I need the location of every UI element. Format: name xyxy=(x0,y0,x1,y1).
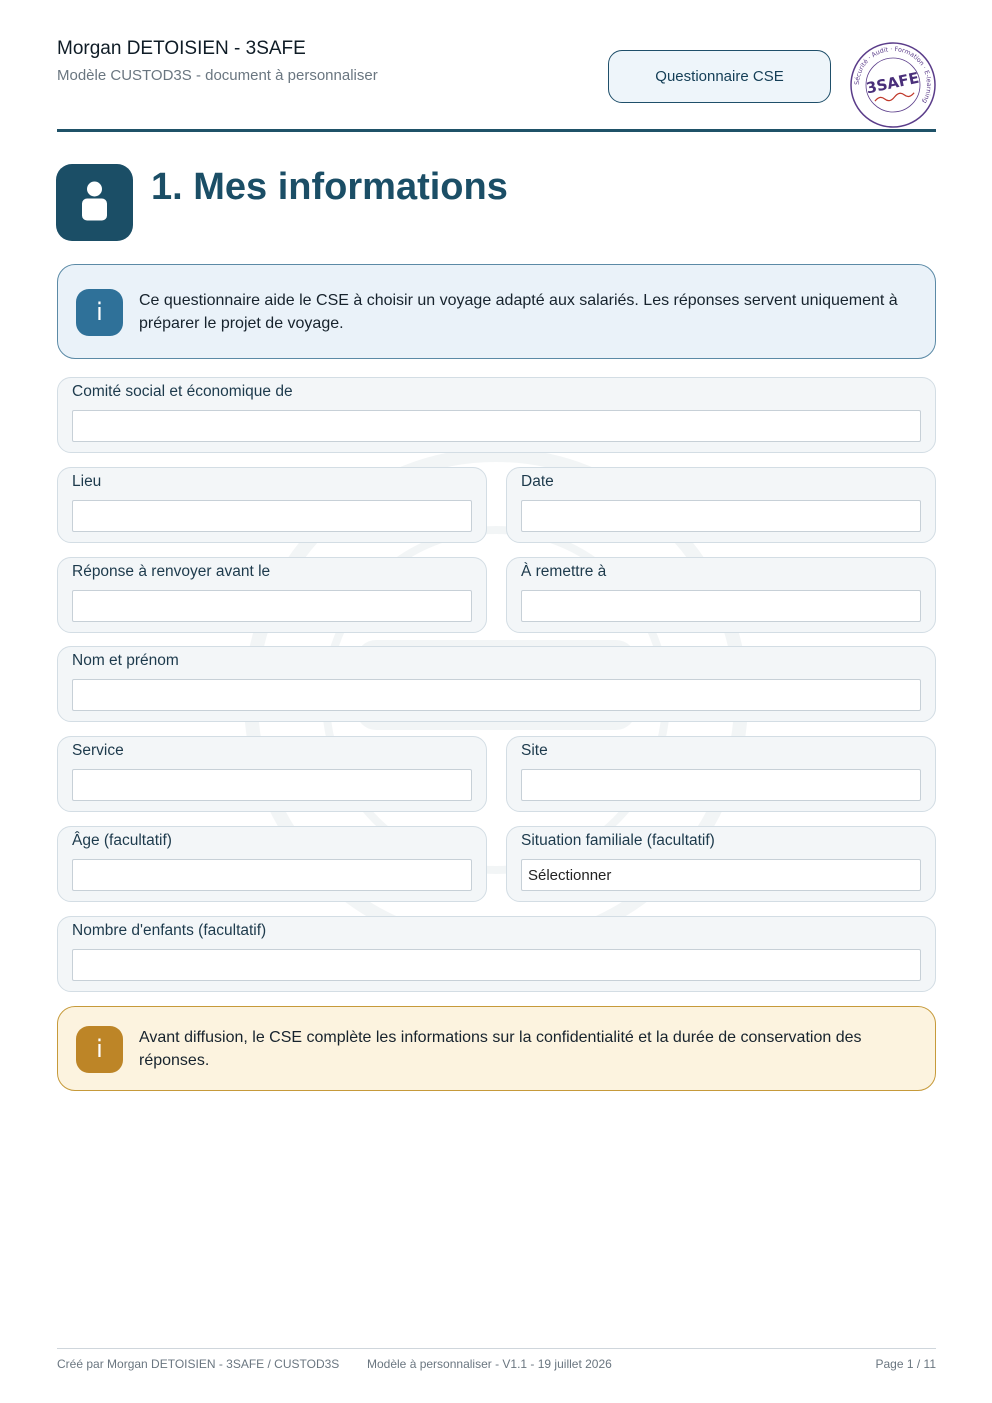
field-cse-label: Comité social et économique de xyxy=(72,383,293,400)
field-service xyxy=(57,736,487,812)
document-subtitle: Modèle CUSTOD3S - document à personnaliser xyxy=(57,67,378,84)
3safe-logo xyxy=(848,40,938,130)
info-callout-text: Ce questionnaire aide le CSE à choisir un voyage adapté aux salariés. Les réponses servent uniquement à préparer le projet de voyage. xyxy=(139,291,898,332)
nombre-enfants-input[interactable] xyxy=(72,949,921,981)
reponse-deadline-input[interactable] xyxy=(72,590,472,622)
field-enfants xyxy=(57,916,936,992)
warning-callout-text: Avant diffusion, le CSE complète les informations sur la confidentialité et la durée de conservation des réponses. xyxy=(139,1028,862,1069)
field-reponse-label: Réponse à renvoyer avant le xyxy=(72,563,271,580)
info-icon: i xyxy=(76,1026,123,1073)
field-age xyxy=(57,826,487,902)
field-nom xyxy=(57,646,936,722)
site-input[interactable] xyxy=(521,769,921,801)
cse-input[interactable] xyxy=(72,410,921,442)
field-site xyxy=(506,736,936,812)
field-lieu xyxy=(57,467,487,543)
situation-familiale-select[interactable]: Sélectionner xyxy=(521,859,921,891)
document-author: Morgan DETOISIEN - 3SAFE xyxy=(57,38,306,59)
field-date xyxy=(506,467,936,543)
field-reponse xyxy=(57,557,487,633)
footer-divider xyxy=(57,1348,936,1349)
warning-callout xyxy=(57,1006,936,1091)
footer-version: Modèle à personnaliser - V1.1 - 19 juillet 2026 xyxy=(367,1357,612,1371)
info-callout xyxy=(57,264,936,359)
footer-created-by: Créé par Morgan DETOISIEN - 3SAFE / CUSTOD3S xyxy=(57,1357,340,1371)
field-lieu-label: Lieu xyxy=(72,473,102,490)
field-remettre-label: À remettre à xyxy=(521,563,607,580)
field-enfants-label: Nombre d'enfants (facultatif) xyxy=(72,922,267,939)
field-cse xyxy=(57,377,936,453)
questionnaire-badge: Questionnaire CSE xyxy=(608,50,831,103)
nom-prenom-input[interactable] xyxy=(72,679,921,711)
lieu-input[interactable] xyxy=(72,500,472,532)
svg-text:Sécurité · Audit · Formation ·: Sécurité · Audit · Formation · E-learning xyxy=(853,45,933,105)
footer-page-number: Page 1 / 11 xyxy=(875,1357,936,1371)
service-input[interactable] xyxy=(72,769,472,801)
field-age-label: Âge (facultatif) xyxy=(72,832,172,849)
field-service-label: Service xyxy=(72,742,124,759)
date-input[interactable] xyxy=(521,500,921,532)
remettre-input[interactable] xyxy=(521,590,921,622)
field-nom-label: Nom et prénom xyxy=(72,652,179,669)
age-input[interactable] xyxy=(72,859,472,891)
user-icon xyxy=(56,164,133,241)
header-divider xyxy=(57,129,936,132)
section-title: 1. Mes informations xyxy=(151,166,508,208)
field-date-label: Date xyxy=(521,473,554,490)
svg-text:3SAFE: 3SAFE xyxy=(864,68,921,98)
info-icon: i xyxy=(76,289,123,336)
field-situation-label: Situation familiale (facultatif) xyxy=(521,832,715,849)
field-situation xyxy=(506,826,936,902)
field-site-label: Site xyxy=(521,742,548,759)
field-remettre xyxy=(506,557,936,633)
